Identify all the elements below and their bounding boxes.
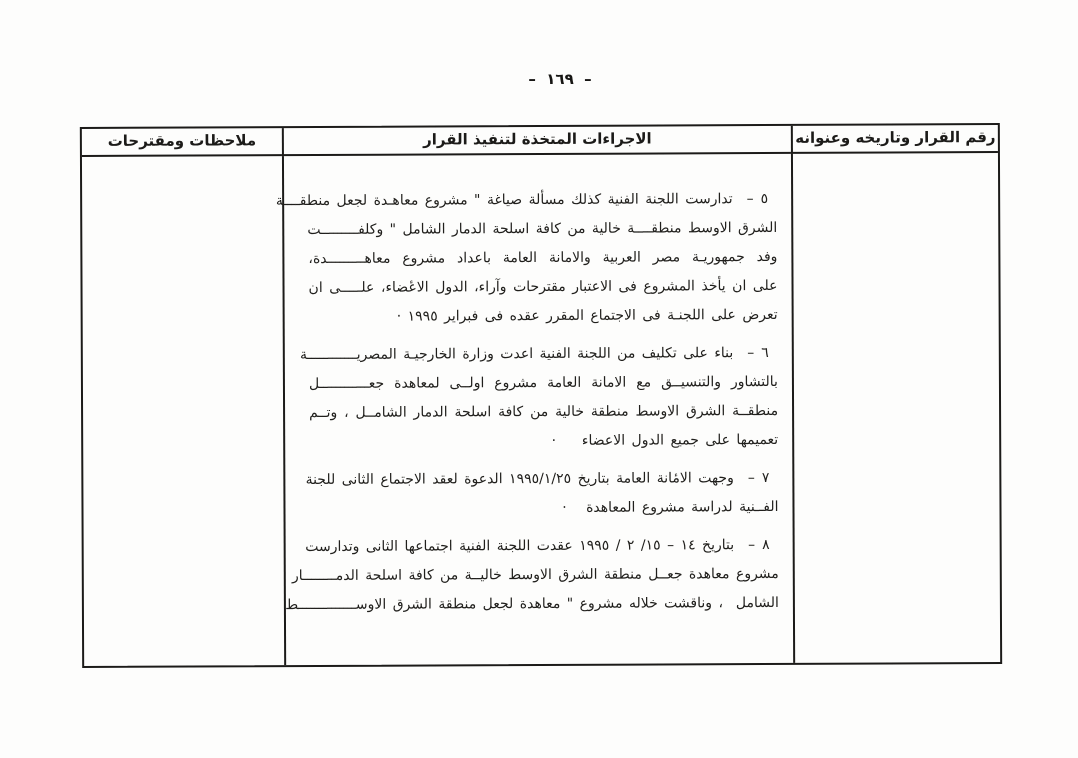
item-number-marker: ٨–: [748, 537, 770, 554]
procedure-text-line: منطقــة الشرق الاوسط منطقة خالية من كافة اسلحة الدمار الشامــل ، وتــم: [309, 402, 779, 422]
decision-number-cell: [791, 153, 1000, 663]
procedures-cell: [275, 154, 793, 665]
procedure-text-line: بالتشاور والتنسيــق مع الامانة العامة مشروع اولــى لمعاهدة جعــــــــــــل: [308, 373, 778, 393]
item-number-marker: ٥–: [746, 191, 769, 208]
procedure-item: [299, 339, 779, 457]
procedure-text-line: ٨–بتاريخ ١٤ – ١٥/ ٢ / ١٩٩٥ عقدت اللجنة الفنية اجتماعها الثانى وتدارست: [305, 537, 770, 556]
procedure-text-line: الشرق الاوسط منطقــــة خالية من كافة اسلحة الدمار الشامل " وكلفـــــــــت: [307, 219, 778, 239]
decisions-table: [80, 123, 1002, 668]
procedure-text-line: على ان يأخذ المشروع فى الاعتبار مقترحات وآراء، الدول الاعٔضاء، علـــــى ان: [308, 277, 778, 297]
procedure-text-line: الفــنية لدراسة مشروع المعاهدة ·: [562, 498, 779, 516]
procedure-text-line: مشروع معاهدة جعــل منطقة الشرق الاوسط خاليــة من كافة اسلحة الدمــــــــار: [291, 565, 779, 585]
procedure-text-line: وفد جمهوريـة مصر العربية والامانة العامة باعداد مشروع معاهـــــــــدة،: [308, 248, 778, 268]
page-number: – ١٦٩ –: [528, 70, 592, 88]
notes-cell: [82, 156, 284, 666]
header-notes-suggestions: ملاحظات ومقترحات: [82, 128, 282, 157]
procedure-text-line: تعرض على اللجنـة فى الاجتماع المقرر عقده فى فبراير ١٩٩٥ ·: [396, 306, 778, 325]
procedures-list: [275, 154, 793, 620]
procedure-text-line: تعميمها على جميع الدول الاعضاء ·: [551, 431, 779, 449]
item-number-marker: ٧–: [747, 470, 770, 487]
header-implementation-procedures: الاجراءات المتخذة لتنفيذ القرار: [282, 126, 791, 156]
header-decision-number-title: رقم القرار وتاريخه وعنوانه: [791, 125, 998, 154]
procedure-item: [275, 185, 778, 332]
procedure-item: [305, 464, 779, 524]
procedure-text-line: الشامل ، وناقشت خلاله مشروع " معاهدة لجعل منطقة الشرق الاوســــــــــــــط: [285, 594, 779, 614]
procedure-text-line: ٥–تدارست اللجنة الفنية كذلك مسألة صياغة " مشروع معاهـدة لجعل منطقــــة: [275, 191, 769, 210]
procedure-text-line: ٦–بناء على تكليف من اللجنة الفنية اعدت وزارة الخارجيـة المصريــــــــــــة: [299, 345, 769, 364]
procedure-item: [285, 531, 779, 620]
item-number-marker: ٦–: [747, 345, 769, 362]
procedure-text-line: ٧–وجهت الامٔانة العامة بتاريخ ١٩٩٥/١/٢٥ الدعوة لعقد الاجتماع الثانى للجنة: [305, 470, 770, 489]
